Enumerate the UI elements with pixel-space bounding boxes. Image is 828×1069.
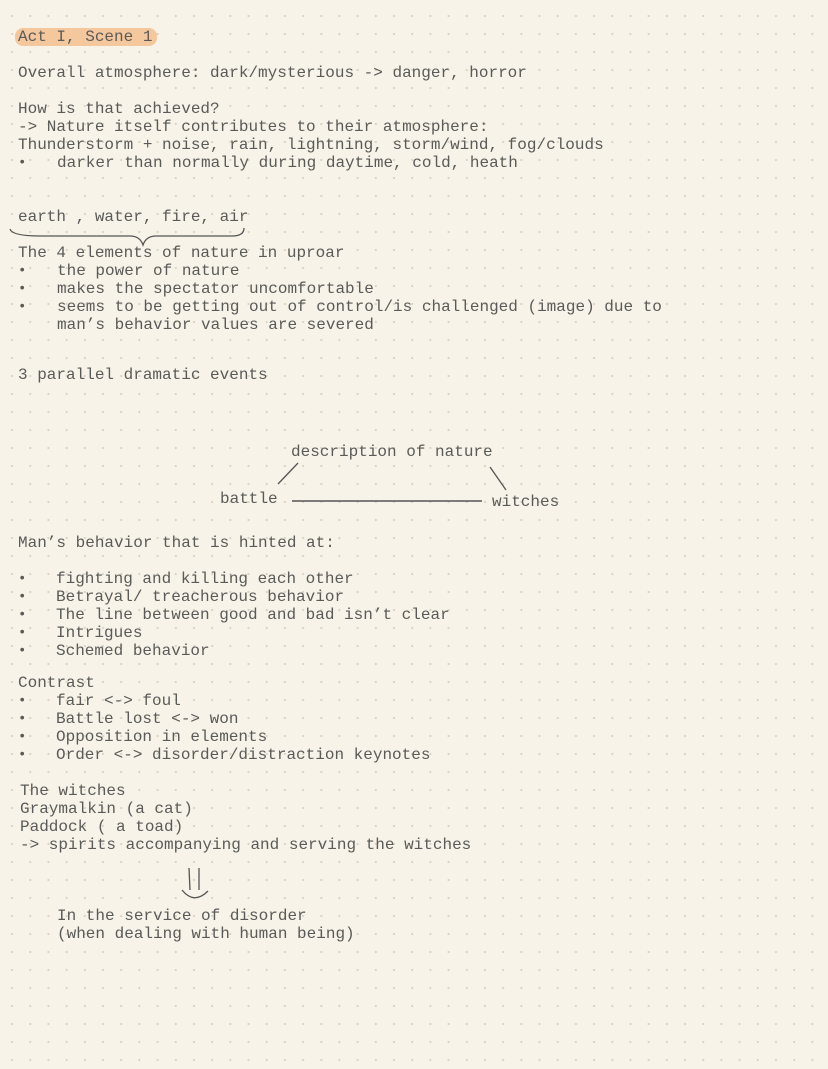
elements-line: earth , water, fire, air (18, 208, 249, 226)
witches-line: Paddock ( a toad) (20, 818, 184, 836)
bullet-text: darker than normally during daytime, cold, heath (57, 154, 518, 172)
diagram-connector-left (278, 463, 298, 484)
bullet-text: Order <-> disorder/distraction keynotes (56, 746, 431, 764)
bullet-text: Betrayal/ treacherous behavior (56, 588, 345, 606)
bullet-icon: • (18, 747, 27, 763)
highlighted-title: Act I, Scene 1 (15, 28, 157, 46)
how-line: Thunderstorm + noise, rain, lightning, storm/wind, fog/clouds (18, 136, 604, 154)
bullet-icon: • (18, 693, 27, 709)
curly-brace-icon (10, 228, 244, 245)
bullet-text: Opposition in elements (56, 728, 268, 746)
bullet-text: the power of nature (57, 262, 240, 280)
bullet-icon: • (18, 155, 27, 171)
double-arrow-down-icon (182, 868, 208, 898)
elements-heading: The 4 elements of nature in uproar (18, 244, 345, 262)
witches-line: Graymalkin (a cat) (20, 800, 193, 818)
witches-line: -> spirits accompanying and serving the witches (20, 836, 472, 854)
diagram-top-label: description of nature (291, 443, 493, 461)
conclusion-line: (when dealing with human being) (57, 925, 355, 943)
bullet-icon: • (18, 607, 27, 623)
bullet-icon: • (18, 711, 27, 727)
bullet-text: seems to be getting out of control/is challenged (image) due to (57, 298, 662, 316)
diagram-connector-right (490, 467, 506, 490)
bullet-icon: • (18, 729, 27, 745)
bullet-icon: • (18, 643, 27, 659)
diagram-left-label: battle (220, 490, 278, 508)
diagram-right-label: witches (492, 493, 560, 511)
how-line: -> Nature itself contributes to their atmosphere: (18, 118, 489, 136)
atmosphere-line: Overall atmosphere: dark/mysterious -> danger, horror (18, 64, 527, 82)
parallel-line: 3 parallel dramatic events (18, 366, 268, 384)
how-line: How is that achieved? (18, 100, 220, 118)
contrast-heading: Contrast (18, 674, 95, 692)
bullet-icon: • (18, 299, 27, 315)
bullet-icon: • (18, 281, 27, 297)
bullet-text: The line between good and bad isn’t clear (56, 606, 450, 624)
bullet-icon: • (18, 571, 27, 587)
bullet-text-continued: man’s behavior values are severed (57, 316, 374, 334)
bullet-text: Intrigues (56, 624, 143, 642)
behavior-heading: Man’s behavior that is hinted at: (18, 534, 335, 552)
witches-line: The witches (20, 782, 126, 800)
conclusion-line: In the service of disorder (57, 907, 307, 925)
bullet-text: fair <-> foul (56, 692, 181, 710)
bullet-icon: • (18, 263, 27, 279)
bullet-icon: • (18, 625, 27, 641)
bullet-text: Schemed behavior (56, 642, 210, 660)
bullet-text: makes the spectator uncomfortable (57, 280, 374, 298)
bullet-text: Battle lost <-> won (56, 710, 239, 728)
bullet-icon: • (18, 589, 27, 605)
bullet-text: fighting and killing each other (56, 570, 354, 588)
